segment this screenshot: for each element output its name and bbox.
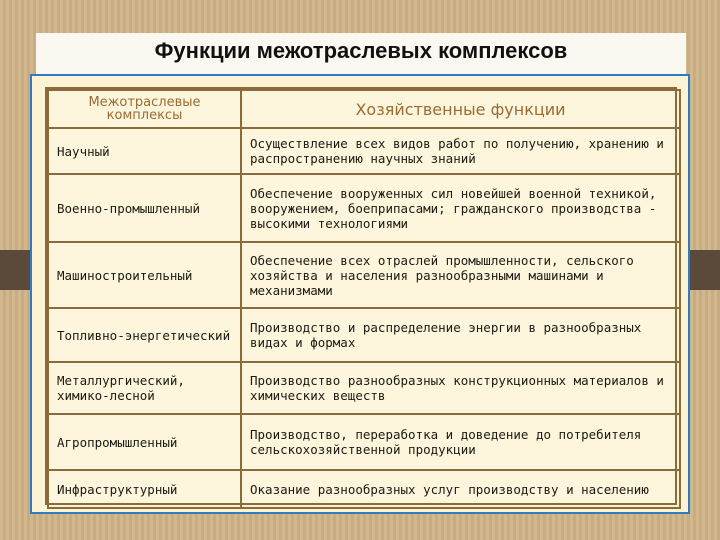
table-row	[48, 470, 680, 508]
complex-functions: Обеспечение вооруженных сил новейшей военной техникой, вооружением, боеприпасами; гражданского производства - высокими технологиями	[241, 174, 680, 242]
header-complexes: Межотраслевые комплексы	[48, 90, 241, 128]
page-title: Функции межотраслевых комплексов	[154, 38, 568, 63]
complex-functions: Оказание разнообразных услуг производству и населению	[241, 470, 680, 508]
table-row	[48, 128, 680, 174]
table-row	[48, 242, 680, 308]
complex-functions: Производство, переработка и доведение до потребителя сельскохозяйственной продукции	[241, 414, 680, 470]
table-row	[48, 414, 680, 470]
complex-functions: Производство и распределение энергии в разнообразных видах и формах	[241, 308, 680, 362]
complex-name: Машиностроительный	[48, 242, 241, 308]
complex-name: Военно-промышленный	[48, 174, 241, 242]
background-band-right	[690, 250, 720, 290]
table-row	[48, 174, 680, 242]
background-band-left	[0, 250, 30, 290]
complex-functions: Производство разнообразных конструкционных материалов и химических веществ	[241, 362, 680, 414]
complex-functions: Осуществление всех видов работ по получению, хранению и распространению научных знаний	[241, 128, 680, 174]
table-row	[48, 362, 680, 414]
complex-name: Инфраструктурный	[48, 470, 241, 508]
table-header-row	[48, 90, 680, 128]
complex-name: Топливно-энергетический	[48, 308, 241, 362]
complex-name: Агропромышленный	[48, 414, 241, 470]
header-functions: Хозяйственные функции	[241, 90, 680, 128]
complex-functions: Обеспечение всех отраслей промышленности, сельского хозяйства и населения разнообразными машинами и механизмами	[241, 242, 680, 308]
complex-name: Научный	[48, 128, 241, 174]
table-row	[48, 308, 680, 362]
complex-name: Металлургический, химико-лесной	[48, 362, 241, 414]
functions-table	[45, 87, 677, 505]
